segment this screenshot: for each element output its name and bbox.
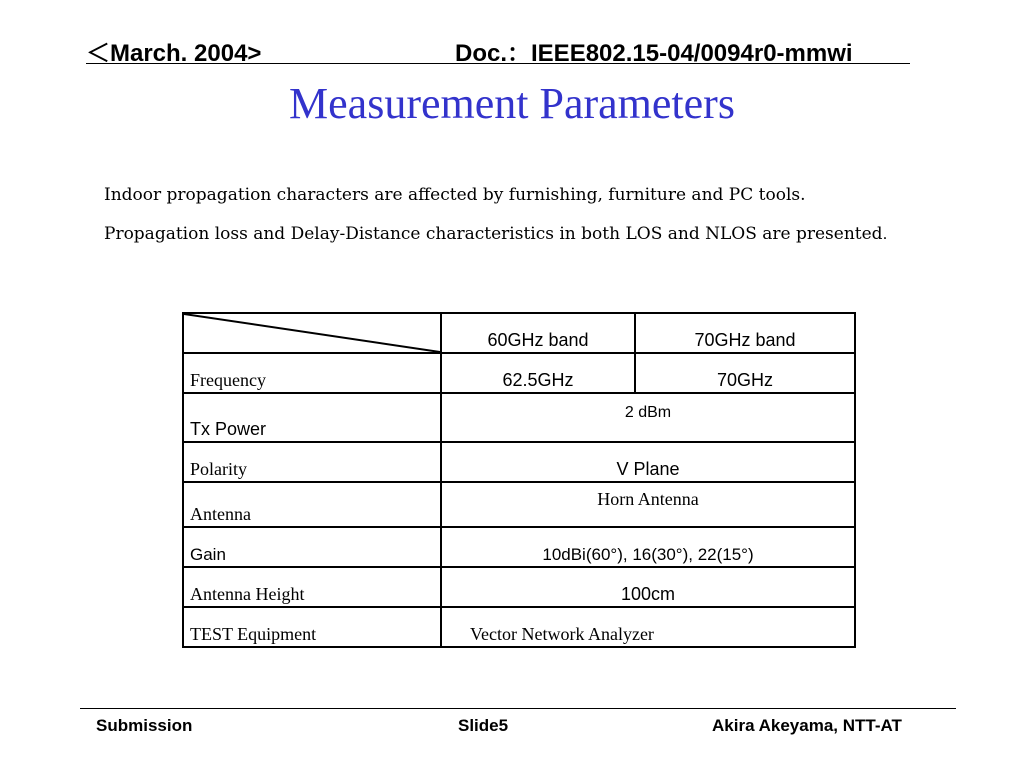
column-header-70ghz: 70GHz band: [635, 313, 855, 353]
footer-author: Akira Akeyama, NTT-AT: [712, 716, 902, 735]
body-paragraph-2-period: .: [882, 224, 888, 243]
table-row: [183, 607, 855, 647]
row-label-frequency: Frequency: [183, 353, 441, 393]
body-paragraph-2: [104, 220, 978, 248]
diagonal-header-cell: [183, 313, 441, 353]
tx-power-value: 2 dBm: [441, 393, 855, 442]
column-header-60ghz: 60GHz band: [441, 313, 635, 353]
body-paragraph-2-main: Propagation loss and Delay-Distance characteristics in both LOS and NLOS are presented: [104, 224, 883, 244]
table-row: [183, 567, 855, 607]
polarity-value: V Plane: [441, 442, 855, 482]
row-label-polarity: Polarity: [183, 442, 441, 482]
frequency-70ghz-value: 70GHz: [635, 353, 855, 393]
row-label-gain: Gain: [183, 527, 441, 567]
row-label-test-equipment: TEST Equipment: [183, 607, 441, 647]
parameters-table: [182, 312, 856, 648]
body-text: [104, 182, 978, 259]
table-row: [183, 482, 855, 527]
footer-submission: Submission: [96, 716, 193, 735]
diagonal-line-icon: [184, 314, 440, 352]
gain-value: 10dBi(60°), 16(30°), 22(15°): [441, 527, 855, 567]
row-label-tx-power: Tx Power: [183, 393, 441, 442]
table-row: [183, 442, 855, 482]
table-row: [183, 527, 855, 567]
row-label-antenna: Antenna: [183, 482, 441, 527]
body-paragraph-1: Indoor propagation characters are affected by furnishing, furniture and PC tools.: [104, 185, 806, 205]
header-divider: [86, 63, 910, 64]
header-date: ＜March. 2004>: [86, 40, 262, 67]
footer-slide-number: Slide5: [458, 716, 509, 735]
row-label-antenna-height: Antenna Height: [183, 567, 441, 607]
antenna-height-value: 100cm: [441, 567, 855, 607]
table-header-row: [183, 313, 855, 353]
table-row: [183, 353, 855, 393]
table-row: [183, 393, 855, 442]
antenna-value: Horn Antenna: [441, 482, 855, 527]
footer-divider: [80, 708, 956, 709]
test-equipment-value: Vector Network Analyzer: [441, 607, 855, 647]
frequency-60ghz-value: 62.5GHz: [441, 353, 635, 393]
header-doc-id: Doc.：IEEE802.15-04/0094r0-mmwi: [455, 40, 853, 67]
slide-title: Measurement Parameters: [289, 79, 735, 128]
